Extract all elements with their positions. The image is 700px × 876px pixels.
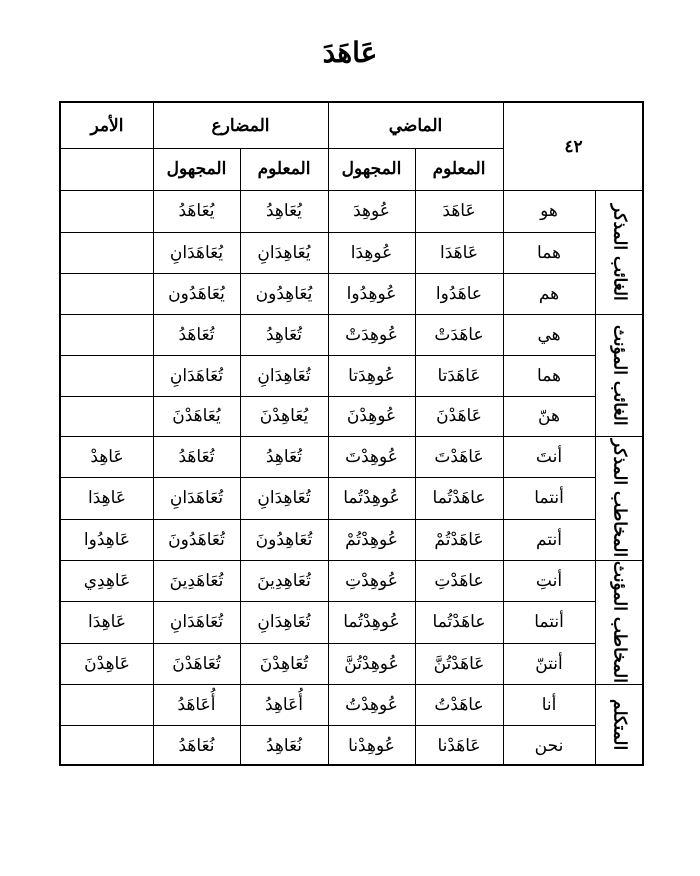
cell-madi-majhul: عُوهِدْتُ	[345, 694, 398, 715]
cell-madi-majhul: عُوهِدْنا	[348, 735, 395, 756]
header-madi-majhul: المجهول	[341, 159, 402, 179]
pronoun-cell: هما	[537, 365, 561, 386]
cell-madi-maalum: عاهَدَتْ	[434, 324, 484, 345]
grid-line	[240, 148, 241, 766]
grid-line	[595, 314, 644, 315]
pronoun-cell: أنتما	[534, 612, 564, 632]
cell-mudari-maalum: تُعَاهِدَانِ	[257, 612, 311, 632]
grid-line	[595, 684, 644, 685]
cell-amr	[61, 355, 153, 396]
cell-mudari-majhul: تُعَاهَدِينَ	[169, 570, 224, 591]
pronoun-cell: أنتِ	[535, 570, 563, 591]
grid-line	[61, 148, 503, 149]
cell-madi-majhul: عُوهِدْتُمْ	[345, 529, 398, 550]
group-label: المخاطب المؤنث	[609, 561, 630, 683]
cell-mudari-maalum: يُعَاهِدُ	[266, 201, 303, 221]
cell-madi-majhul: عُوهِدَ	[353, 201, 390, 221]
cell-madi-majhul: عُوهِدْنَ	[346, 406, 397, 426]
cell-amr	[61, 232, 153, 273]
header-madi-maalum: المعلوم	[432, 159, 486, 179]
cell-mudari-maalum: تُعَاهِدَانِ	[257, 365, 311, 386]
cell-madi-maalum: عَاهَدَتا	[437, 365, 481, 386]
header-mudari-maalum: المعلوم	[257, 159, 311, 179]
cell-madi-maalum: عَاهَدْتَ	[434, 446, 484, 467]
cell-mudari-maalum: تُعَاهِدْنَ	[259, 653, 309, 674]
cell-madi-maalum: عَاهَدْتُنَّ	[433, 653, 485, 674]
cell-madi-majhul: عُوهِدَا	[350, 242, 393, 263]
cell-madi-majhul: عُوهِدْتَ	[345, 446, 398, 467]
cell-amr	[61, 725, 153, 766]
pronoun-cell: هي	[537, 324, 561, 345]
grid-line	[415, 148, 416, 766]
group-label: الغائب المؤنث	[609, 324, 630, 426]
cell-mudari-maalum: يُعَاهِدُون	[255, 283, 313, 304]
grid-line	[595, 436, 644, 437]
pronoun-cell: هنّ	[538, 406, 560, 426]
cell-mudari-maalum: يُعَاهِدَانِ	[257, 242, 311, 263]
group-label: المخاطب المذكر	[609, 438, 630, 558]
group-label: الغائب المذكر	[609, 203, 630, 301]
cell-madi-maalum: عَاهَدْتُمْ	[434, 529, 484, 550]
cell-madi-maalum: عاهَدُوا	[435, 283, 483, 304]
cell-mudari-majhul: يُعَاهَدَانِ	[169, 242, 224, 263]
cell-mudari-majhul: يُعَاهَدْنَ	[172, 406, 221, 426]
cell-mudari-majhul: تُعَاهَدَانِ	[169, 365, 224, 386]
cell-mudari-maalum: تُعَاهِدُ	[266, 446, 303, 467]
pronoun-cell: أنتَ	[535, 446, 563, 467]
pronoun-cell: هم	[538, 283, 560, 304]
cell-mudari-majhul: تُعَاهَدَانِ	[169, 488, 224, 508]
cell-mudari-majhul: تُعَاهَدْنَ	[172, 653, 221, 674]
cell-madi-majhul: عُوهِدْتُنَّ	[344, 653, 399, 674]
table-number: ٤٢	[564, 136, 583, 157]
pronoun-cell: أنتنّ	[535, 653, 563, 674]
header-madi: الماضي	[388, 115, 443, 136]
cell-amr: عَاهِدَا	[88, 612, 126, 632]
cell-mudari-maalum: تُعَاهِدَانِ	[257, 488, 311, 508]
cell-madi-maalum: عاهَدْتُما	[432, 612, 486, 632]
cell-madi-majhul: عُوهِدُوا	[346, 283, 397, 304]
pronoun-cell: أنتما	[534, 488, 564, 508]
cell-mudari-majhul: يُعَاهَدُ	[178, 201, 215, 221]
grid-line	[595, 560, 644, 561]
cell-mudari-majhul: أُعَاهَدُ	[177, 694, 216, 715]
pronoun-cell: هو	[540, 201, 558, 221]
cell-madi-majhul: عُوهِدَتْ	[345, 324, 398, 345]
cell-madi-maalum: عَاهَدْنَ	[436, 406, 482, 426]
pronoun-cell: نحن	[534, 735, 564, 756]
cell-madi-maalum: عاهَدْتِ	[434, 570, 484, 591]
cell-madi-majhul: عُوهِدْتُما	[343, 612, 400, 632]
group-label: المتكلم	[609, 699, 630, 751]
header-amr: الأمر	[90, 115, 124, 136]
cell-mudari-majhul: تُعَاهَدُ	[178, 324, 215, 345]
cell-madi-maalum: عَاهَدَ	[442, 201, 476, 221]
grid-line	[61, 190, 644, 191]
cell-mudari-majhul: تُعَاهَدُ	[178, 446, 215, 467]
cell-amr: عَاهِدْ	[90, 446, 124, 467]
cell-madi-maalum: عَاهَدَا	[440, 242, 478, 263]
cell-mudari-majhul: يُعَاهَدُون	[168, 283, 225, 304]
page-title: عَاهَدَ	[322, 36, 378, 69]
cell-mudari-maalum: تُعَاهِدُونَ	[255, 529, 313, 550]
cell-amr: عَاهِدُوا	[83, 529, 131, 550]
cell-mudari-majhul: تُعَاهَدُونَ	[168, 529, 225, 550]
grid-line	[595, 190, 596, 766]
header-mudari: المضارع	[211, 115, 270, 136]
cell-mudari-maalum: نُعَاهِدُ	[266, 735, 303, 756]
cell-madi-maalum: عَاهَدْنا	[437, 735, 481, 756]
cell-amr	[61, 314, 153, 355]
cell-mudari-maalum: أُعَاهِدُ	[265, 694, 303, 715]
cell-mudari-maalum: يُعَاهِدْنَ	[259, 406, 309, 426]
cell-madi-maalum: عاهَدْتُ	[434, 694, 484, 715]
cell-mudari-majhul: نُعَاهَدُ	[178, 735, 215, 756]
conjugation-table	[59, 101, 644, 766]
cell-amr: عَاهِدِي	[83, 570, 131, 591]
cell-amr	[61, 684, 153, 725]
cell-amr	[61, 273, 153, 314]
cell-amr: عَاهِدَا	[88, 488, 126, 508]
grid-line	[503, 103, 504, 766]
cell-amr	[61, 190, 153, 232]
grid-line	[328, 103, 329, 766]
cell-amr	[61, 396, 153, 436]
pronoun-cell: أنتم	[536, 529, 562, 550]
cell-mudari-maalum: تُعَاهِدُ	[266, 324, 303, 345]
cell-madi-majhul: عُوهِدْتِ	[345, 570, 398, 591]
pronoun-cell: أنا	[541, 694, 557, 715]
cell-madi-maalum: عاهَدْتُما	[432, 488, 486, 508]
cell-madi-majhul: عُوهِدَتا	[348, 365, 395, 386]
cell-mudari-maalum: تُعَاهِدِينَ	[257, 570, 311, 591]
cell-mudari-majhul: تُعَاهَدَانِ	[169, 612, 224, 632]
header-mudari-majhul: المجهول	[166, 159, 227, 179]
pronoun-cell: هما	[537, 242, 561, 263]
cell-madi-majhul: عُوهِدْتُما	[343, 488, 400, 508]
grid-line	[153, 103, 154, 766]
cell-amr: عَاهِدْنَ	[84, 653, 130, 674]
